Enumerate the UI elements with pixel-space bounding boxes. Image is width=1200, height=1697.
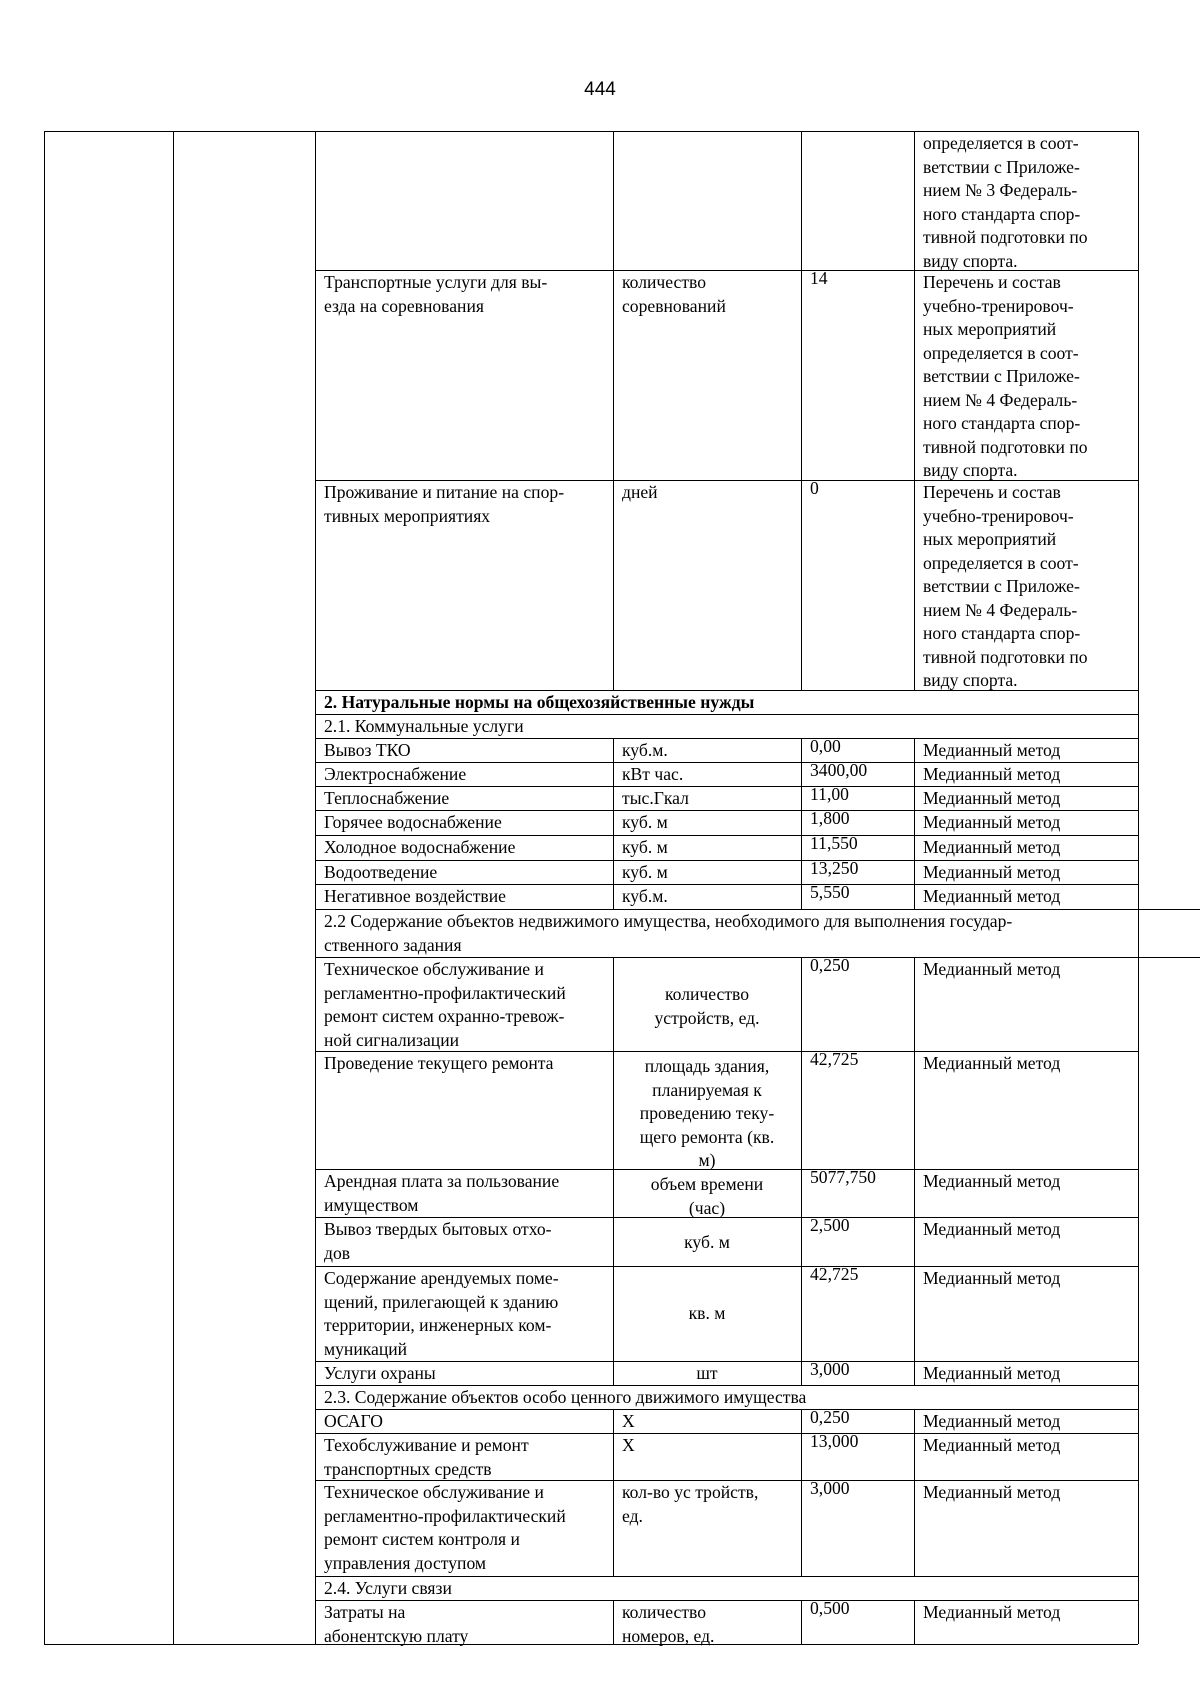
norm-name-cell: Водоотведение	[324, 862, 438, 882]
value-cell: 0,00	[810, 736, 841, 756]
norm-name-cell: Проведение текущего ремонта	[324, 1053, 554, 1073]
norm-name-cell: Техобслуживание и ремонт транспортных средств	[324, 1435, 529, 1479]
method-cell: Медианный метод	[923, 740, 1061, 760]
unit-cell: куб.м.	[622, 740, 668, 760]
value-cell: 1,800	[810, 808, 850, 828]
value-cell: 3400,00	[810, 760, 868, 780]
unit-cell: кВт час.	[622, 764, 684, 784]
method-cell: Перечень и состав учебно-тренировоч- ных мероприятий определяется в соот- ветствии с Приложе- нием № 4 Федераль- ного стандарта спор- тивной подготовки по виду спорта.	[923, 482, 1088, 690]
table-vertical-rule	[914, 1600, 915, 1644]
value-cell: 0,250	[810, 1407, 850, 1427]
table-vertical-rule	[801, 1051, 802, 1169]
norm-name-cell: Негативное воздействие	[324, 886, 506, 906]
table-vertical-rule	[801, 884, 802, 909]
method-cell: Медианный метод	[923, 837, 1061, 857]
table-vertical-rule	[801, 480, 802, 690]
table-vertical-rule	[801, 1480, 802, 1576]
method-cell: Медианный метод	[923, 1219, 1061, 1239]
table-vertical-rule	[44, 131, 45, 1644]
method-cell: Медианный метод	[923, 764, 1061, 784]
method-cell: Медианный метод	[923, 812, 1061, 832]
method-cell: Медианный метод	[923, 1602, 1061, 1622]
norm-name-cell: Вывоз твердых бытовых отхо- дов	[324, 1219, 552, 1263]
table-vertical-rule	[613, 131, 614, 270]
table-vertical-rule	[613, 884, 614, 909]
table-vertical-rule	[914, 957, 915, 1051]
value-cell: 42,725	[810, 1264, 859, 1284]
table-vertical-rule	[801, 786, 802, 810]
table-vertical-rule	[613, 1361, 614, 1385]
table-vertical-rule	[801, 1409, 802, 1433]
table-vertical-rule	[914, 1051, 915, 1169]
table-vertical-rule	[914, 1169, 915, 1217]
value-cell: 0,500	[810, 1598, 850, 1618]
value-cell: 0	[810, 478, 819, 498]
table-vertical-rule	[801, 270, 802, 480]
value-cell: 11,00	[810, 784, 849, 804]
table-vertical-rule	[801, 1217, 802, 1266]
value-cell: 5077,750	[810, 1167, 876, 1187]
norm-name-cell: Арендная плата за пользование имуществом	[324, 1171, 560, 1215]
value-cell: 14	[810, 268, 828, 288]
norm-name-cell: ОСАГО	[324, 1411, 383, 1431]
table-vertical-rule	[613, 786, 614, 810]
table-vertical-rule	[914, 480, 915, 690]
section-heading: 2. Натуральные нормы на общехозяйственные нужды	[324, 692, 755, 712]
table-vertical-rule	[801, 1433, 802, 1480]
table-vertical-rule	[613, 957, 614, 1051]
unit-cell: куб. м	[684, 1232, 730, 1252]
unit-cell: Х	[622, 1435, 635, 1455]
table-vertical-rule	[914, 1480, 915, 1576]
unit-cell: кол-во ус тройств, ед.	[622, 1482, 759, 1526]
table-vertical-rule	[173, 131, 174, 1644]
norm-name-cell: Проживание и питание на спор- тивных мероприятиях	[324, 482, 565, 526]
table-vertical-rule	[914, 1217, 915, 1266]
value-cell: 5,550	[810, 882, 850, 902]
norm-name-cell: Затраты на абонентскую плату	[324, 1602, 469, 1646]
section-heading: 2.4. Услуги связи	[324, 1578, 452, 1598]
table-vertical-rule	[914, 1361, 915, 1385]
unit-cell: куб. м	[622, 862, 668, 882]
table-vertical-rule	[914, 270, 915, 480]
value-cell: 42,725	[810, 1049, 859, 1069]
unit-cell: кв. м	[688, 1303, 726, 1323]
unit-cell: тыс.Гкал	[622, 788, 689, 808]
table-vertical-rule	[914, 884, 915, 909]
value-cell: 2,500	[810, 1215, 850, 1235]
method-cell: Медианный метод	[923, 959, 1061, 979]
table-vertical-rule	[1138, 131, 1139, 1644]
value-cell: 11,550	[810, 833, 858, 853]
unit-cell: шт	[696, 1363, 718, 1383]
unit-cell: дней	[622, 482, 658, 502]
method-cell: Медианный метод	[923, 886, 1061, 906]
norm-name-cell: Услуги охраны	[324, 1363, 436, 1383]
unit-cell: куб. м	[622, 812, 668, 832]
norm-name-cell: Техническое обслуживание и регламентно-профилактический ремонт систем контроля и управления доступом	[324, 1482, 566, 1573]
table-vertical-rule	[613, 1217, 614, 1266]
unit-cell: куб. м	[622, 837, 668, 857]
method-cell: Медианный метод	[923, 1411, 1061, 1431]
unit-cell: объем времени (час)	[650, 1174, 764, 1218]
norm-name-cell: Транспортные услуги для вы- езда на соревнования	[324, 272, 548, 316]
value-cell: 13,250	[810, 858, 859, 878]
section-heading: 2.1. Коммунальные услуги	[324, 716, 524, 736]
unit-cell: количество устройств, ед.	[654, 984, 760, 1028]
table-vertical-rule	[613, 1433, 614, 1480]
method-cell: Медианный метод	[923, 862, 1061, 882]
table-vertical-rule	[914, 1433, 915, 1480]
norm-name-cell: Техническое обслуживание и регламентно-профилактический ремонт систем охранно-тревож- ной сигнализации	[324, 959, 566, 1050]
unit-cell: площадь здания, планируемая к проведению теку- щего ремонта (кв. м)	[639, 1056, 775, 1170]
value-cell: 0,250	[810, 955, 850, 975]
norm-name-cell: Горячее водоснабжение	[324, 812, 502, 832]
value-cell: 13,000	[810, 1431, 859, 1451]
table-vertical-rule	[801, 762, 802, 786]
table-vertical-rule	[801, 835, 802, 860]
table-vertical-rule	[613, 480, 614, 690]
section-heading: 2.3. Содержание объектов особо ценного движимого имущества	[324, 1387, 807, 1407]
value-cell: 3,000	[810, 1478, 850, 1498]
table-vertical-rule	[914, 1409, 915, 1433]
section-heading: 2.2 Содержание объектов недвижимого имущества, необходимого для выполнения государ- ственного задания	[324, 911, 1013, 955]
table-vertical-rule	[801, 131, 802, 270]
table-vertical-rule	[613, 1480, 614, 1576]
table-vertical-rule	[801, 957, 802, 1051]
table-vertical-rule	[613, 1169, 614, 1217]
method-cell: Перечень и состав учебно-тренировоч- ных мероприятий определяется в соот- ветствии с Приложе- нием № 4 Федераль- ного стандарта спор- тивной подготовки по виду спорта.	[923, 272, 1088, 480]
table-vertical-rule	[801, 738, 802, 762]
table-vertical-rule	[613, 1600, 614, 1644]
table-vertical-rule	[613, 1266, 614, 1361]
method-cell: Медианный метод	[923, 788, 1061, 808]
method-cell: Медианный метод	[923, 1482, 1061, 1502]
table-vertical-rule	[914, 131, 915, 270]
norm-name-cell: Электроснабжение	[324, 764, 467, 784]
table-vertical-rule	[914, 786, 915, 810]
table-vertical-rule	[613, 1051, 614, 1169]
table-vertical-rule	[801, 810, 802, 835]
table-vertical-rule	[315, 131, 316, 1644]
method-cell: Медианный метод	[923, 1363, 1061, 1383]
method-cell: определяется в соот- ветствии с Приложе- нием № 3 Федераль- ного стандарта спор- тивной подготовки по виду спорта.	[923, 133, 1088, 271]
method-cell: Медианный метод	[923, 1053, 1061, 1073]
page-number: 444	[584, 79, 616, 100]
norm-name-cell: Холодное водоснабжение	[324, 837, 516, 857]
table-vertical-rule	[613, 860, 614, 884]
table-vertical-rule	[801, 1600, 802, 1644]
table-vertical-rule	[613, 762, 614, 786]
table-vertical-rule	[801, 1361, 802, 1385]
unit-cell: куб.м.	[622, 886, 668, 906]
table-vertical-rule	[613, 738, 614, 762]
table-vertical-rule	[801, 1169, 802, 1217]
table-vertical-rule	[914, 762, 915, 786]
unit-cell: количество номеров, ед.	[622, 1602, 715, 1646]
table-vertical-rule	[914, 860, 915, 884]
method-cell: Медианный метод	[923, 1435, 1061, 1455]
table-vertical-rule	[801, 1266, 802, 1361]
table-vertical-rule	[613, 270, 614, 480]
norm-name-cell: Вывоз ТКО	[324, 740, 411, 760]
norm-name-cell: Содержание арендуемых поме- щений, прилегающей к зданию территории, инженерных ком- муникаций	[324, 1268, 559, 1359]
table-vertical-rule	[613, 1409, 614, 1433]
method-cell: Медианный метод	[923, 1171, 1061, 1191]
table-vertical-rule	[914, 738, 915, 762]
table-vertical-rule	[613, 835, 614, 860]
table-vertical-rule	[613, 810, 614, 835]
unit-cell: Х	[622, 1411, 635, 1431]
table-vertical-rule	[914, 835, 915, 860]
table-vertical-rule	[914, 1266, 915, 1361]
value-cell: 3,000	[810, 1359, 850, 1379]
unit-cell: количество соревнований	[622, 272, 726, 316]
table-vertical-rule	[914, 810, 915, 835]
method-cell: Медианный метод	[923, 1268, 1061, 1288]
norm-name-cell: Теплоснабжение	[324, 788, 450, 808]
table-vertical-rule	[801, 860, 802, 884]
